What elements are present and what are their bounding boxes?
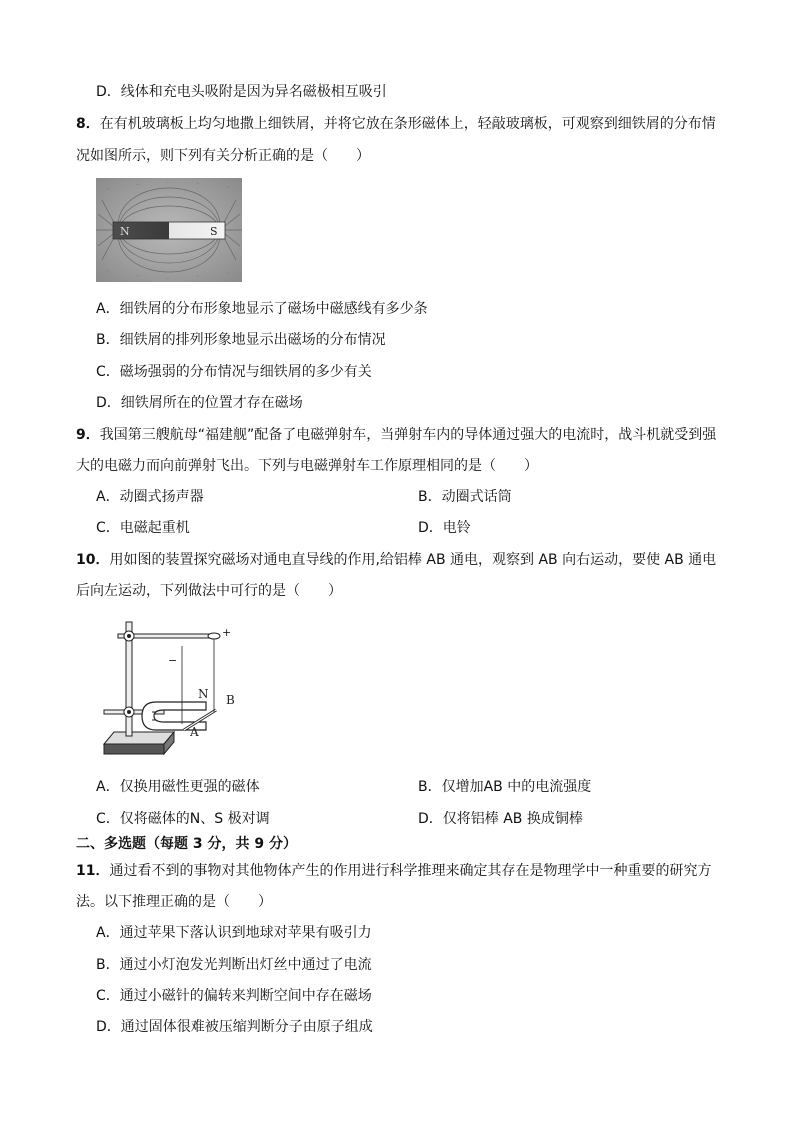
q9-option-b: B．动圈式话筒 xyxy=(418,489,512,505)
magnet-s-label: S xyxy=(210,225,218,238)
question-9-number: 9． xyxy=(76,427,100,443)
q11-option-a: A．通过苹果下落认识到地球对苹果有吸引力 xyxy=(96,925,372,941)
q10-option-d: D．仅将铝棒 AB 换成铜棒 xyxy=(418,811,583,827)
magnet-n-label: N xyxy=(120,225,130,238)
question-11-text-1: 通过看不到的事物对其他物体产生的作用进行科学推理来确定其存在是物理学中一种重要的研究方 xyxy=(109,863,712,879)
q8-option-a: A．细铁屑的分布形象地显示了磁场中磁感线有多少条 xyxy=(96,301,428,317)
question-8-text-2: 况如图所示，则下列有关分析正确的是（ ） xyxy=(76,148,370,164)
q8-option-c: C．磁场强弱的分布情况与细铁屑的多少有关 xyxy=(96,364,372,380)
q10-option-c: C．仅将磁体的N、S 极对调 xyxy=(96,811,270,827)
current-magnetic-field-apparatus xyxy=(96,612,246,762)
question-10-number: 10． xyxy=(76,552,110,568)
q7-option-d: D．线体和充电头吸附是因为异名磁极相互吸引 xyxy=(96,84,387,100)
minus-terminal-label: − xyxy=(168,654,178,667)
plus-terminal-label: + xyxy=(222,626,232,639)
question-10-stem xyxy=(76,550,716,570)
rod-end-b-label: B xyxy=(226,693,235,707)
question-9-stem xyxy=(76,425,716,445)
iron-filings-image xyxy=(96,178,242,282)
question-9-text-2: 大的电磁力而向前弹射飞出。下列与电磁弹射车工作原理相同的是（ ） xyxy=(76,458,538,474)
question-11-text-2: 法。以下推理正确的是（ ） xyxy=(76,894,272,910)
question-8-number: 8． xyxy=(76,116,100,132)
q8-option-d: D．细铁屑所在的位置才存在磁场 xyxy=(96,395,303,411)
q10-option-b: B．仅增加AB 中的电流强度 xyxy=(418,779,592,795)
q9-option-c: C．电磁起重机 xyxy=(96,520,190,536)
question-11-stem xyxy=(76,861,711,881)
q11-option-c: C．通过小磁针的偏转来判断空间中存在磁场 xyxy=(96,988,372,1004)
question-11-number: 11． xyxy=(76,863,110,879)
question-10-text-1: 用如图的装置探究磁场对通电直导线的作用,给铝棒 AB 通电，观察到 AB 向右运动，要使 AB 通电 xyxy=(109,552,717,568)
rod-end-a-label: A xyxy=(190,725,199,739)
question-9-text-1: 我国第三艘航母“福建舰”配备了电磁弹射车，当弹射车内的导体通过强大的电流时，战斗机就受到强 xyxy=(99,427,717,443)
q10-option-a: A．仅换用磁性更强的磁体 xyxy=(96,779,260,795)
magnet-n-pole-label: N xyxy=(198,687,209,701)
q11-option-b: B．通过小灯泡发光判断出灯丝中通过了电流 xyxy=(96,957,372,973)
iron-filings-figure xyxy=(96,178,242,282)
question-10-text-2: 后向左运动，下列做法中可行的是（ ） xyxy=(76,583,342,599)
question-8-text-1: 在有机玻璃板上均匀地撒上细铁屑，并将它放在条形磁体上，轻敲玻璃板，可观察到细铁屑的分布情 xyxy=(99,116,716,132)
apparatus-diagram xyxy=(96,612,246,762)
q9-option-a: A．动圈式扬声器 xyxy=(96,489,204,505)
q8-option-b: B．细铁屑的排列形象地显示出磁场的分布情况 xyxy=(96,332,386,348)
section-2-title: 二、多选题（每题 3 分，共 9 分） xyxy=(76,836,297,852)
q9-option-d: D．电铃 xyxy=(418,520,471,536)
q11-option-d: D．通过固体很难被压缩判断分子由原子组成 xyxy=(96,1019,373,1035)
question-8-stem xyxy=(76,114,716,134)
